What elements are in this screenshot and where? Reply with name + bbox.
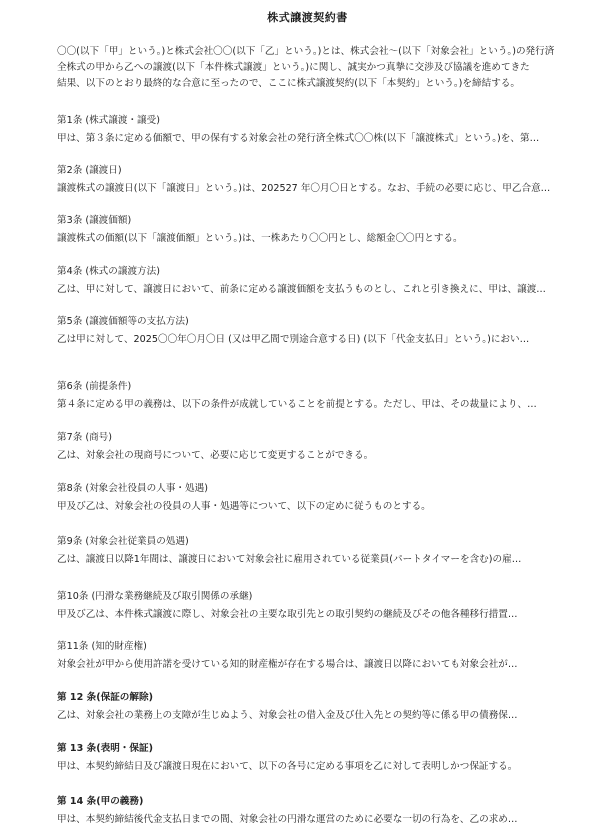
article-heading: 第11条 (知的財産権) [57, 641, 147, 652]
article-body: 第４条に定める甲の義務は、以下の条件が成就していることを前提とする。ただし、甲は、その裁量により、… [57, 399, 537, 410]
article-body: 乙は、対象会社の業務上の支障が生じぬよう、対象会社の借入金及び仕入先との契約等に係る甲の債務保… [57, 710, 518, 721]
article-heading: 第2条 (譲渡日) [57, 165, 122, 176]
article-body: 甲は、本契約締結日及び譲渡日現在において、以下の各号に定める事項を乙に対して表明しかつ保証する。 [57, 761, 518, 772]
article-heading: 第3条 (譲渡価額) [57, 215, 132, 226]
article-heading: 第7条 (商号) [57, 432, 113, 443]
article-2 [57, 164, 577, 196]
article-8 [57, 482, 577, 514]
article-body: 乙は、対象会社の現商号について、必要に応じて変更することができる。 [57, 450, 374, 461]
article-heading: 第 14 条(甲の義務) [57, 796, 144, 807]
preamble [57, 44, 567, 92]
article-11 [57, 640, 577, 672]
article-9 [57, 535, 577, 567]
article-body: 譲渡株式の価額(以下「譲渡価額」という。)は、一株あたり〇〇円とし、総額金〇〇円とする。 [57, 233, 463, 244]
article-7 [57, 431, 577, 463]
preamble-line: 〇〇(以下「甲」という。)と株式会社〇〇(以下「乙」という。)とは、株式会社～(以下「対象会社」という。)の発行済 [57, 46, 555, 57]
article-body: 譲渡株式の譲渡日(以下「譲渡日」という。)は、202527 年〇月〇日とする。なお、手続の必要に応じ、甲乙合意… [57, 183, 551, 194]
article-heading: 第8条 (対象会社役員の人事・処遇) [57, 483, 208, 494]
article-body: 乙は、譲渡日以降1年間は、譲渡日において対象会社に雇用されている従業員(パートタイマーを含む)の雇… [57, 554, 522, 565]
article-body: 対象会社が甲から使用許諾を受けている知的財産権が存在する場合は、譲渡日以降においても対象会社が… [57, 659, 518, 670]
article-10 [57, 590, 577, 622]
article-body: 乙は、甲に対して、譲渡日において、前条に定める譲渡価額を支払うものとし、これと引き換えに、甲は、譲渡… [57, 284, 546, 295]
preamble-line: 全株式の甲から乙への譲渡(以下「本件株式譲渡」という。)に関し、誠実かつ真摯に交渉及び協議を進めてきた [57, 62, 530, 73]
article-body: 甲及び乙は、対象会社の役員の人事・処遇等について、以下の定めに従うものとする。 [57, 501, 431, 512]
document-title: 株式譲渡契約書 [267, 11, 348, 24]
article-12 [57, 691, 577, 723]
article-6 [57, 380, 577, 412]
article-4 [57, 265, 577, 297]
article-body: 乙は甲に対して、2025〇〇年〇月〇日 (又は甲乙間で別途合意する日) (以下「代金支払日」という。)におい… [57, 334, 530, 345]
article-heading: 第6条 (前提条件) [57, 381, 132, 392]
article-heading: 第9条 (対象会社従業員の処遇) [57, 536, 189, 547]
article-heading: 第5条 (譲渡価額等の支払方法) [57, 316, 189, 327]
article-heading: 第 12 条(保証の解除) [57, 692, 153, 703]
article-3 [57, 214, 577, 246]
article-heading: 第1条 (株式譲渡・譲受) [57, 115, 160, 126]
article-14 [57, 795, 577, 827]
article-heading: 第4条 (株式の譲渡方法) [57, 266, 160, 277]
article-heading: 第 13 条(表明・保証) [57, 743, 153, 754]
article-body: 甲は、本契約締結後代金支払日までの間、対象会社の円滑な運営のために必要な一切の行為を、乙の求め… [57, 814, 518, 825]
article-body: 甲は、第３条に定める価額で、甲の保有する対象会社の発行済全株式〇〇株(以下「譲渡株式」という。)を、第… [57, 133, 540, 144]
article-heading: 第10条 (円滑な業務継続及び取引関係の承継) [57, 591, 253, 602]
article-13 [57, 742, 577, 774]
preamble-line: 結果、以下のとおり最終的な合意に至ったので、ここに株式譲渡契約(以下「本契約」という。)を締結する。 [57, 78, 520, 89]
article-body: 甲及び乙は、本件株式譲渡に際し、対象会社の主要な取引先との取引契約の継続及びその他各種移行措置… [57, 609, 518, 620]
article-1 [57, 114, 577, 146]
article-5 [57, 315, 577, 347]
